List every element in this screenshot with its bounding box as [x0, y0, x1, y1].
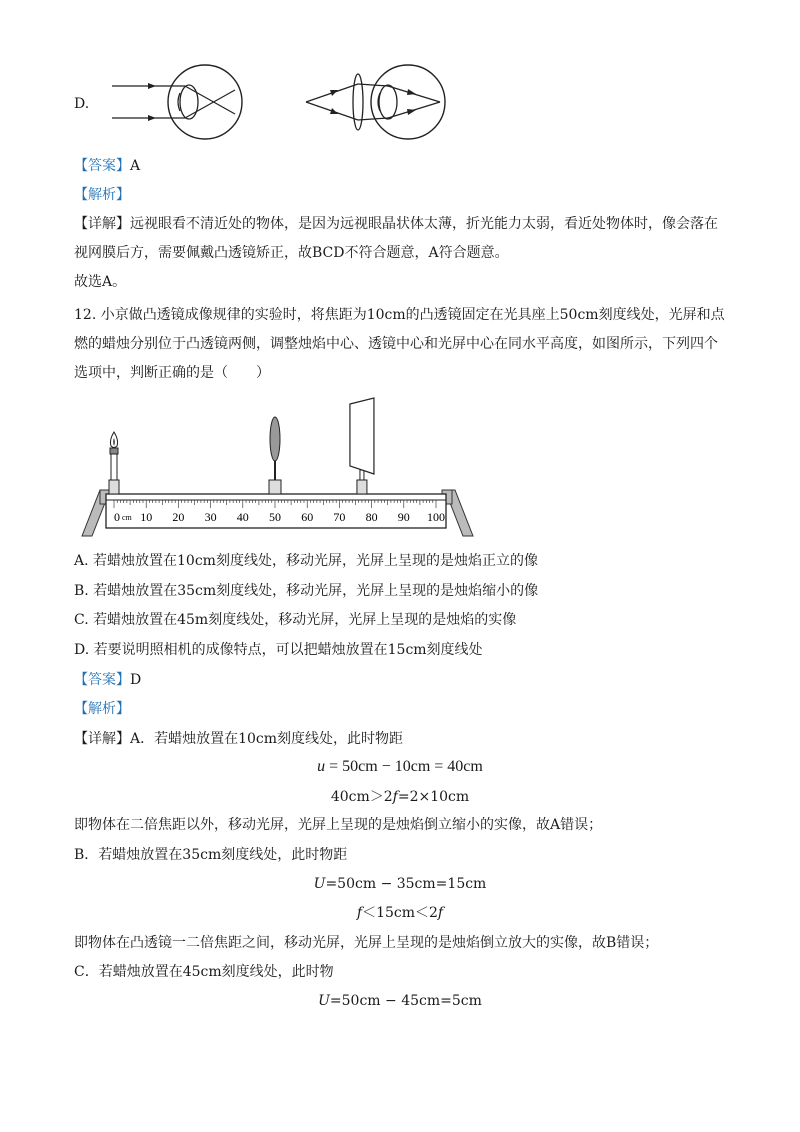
ruler-label: 60	[301, 510, 314, 524]
equation-5	[0, 991, 800, 1011]
detail-2-c-intro: C．若蜡烛放置在45cm刻度线处，此时物	[74, 964, 334, 980]
answer-2-tag: 【答案】	[74, 672, 130, 688]
ruler-label: 0	[114, 510, 120, 524]
ruler-label: 50	[269, 510, 281, 524]
option-d: D. 若要说明照相机的成像特点，可以把蜡烛放置在15cm刻度线处	[74, 642, 483, 658]
ruler-label: 70	[333, 510, 346, 524]
question-12-line1: 12. 小京做凸透镜成像规律的实验时，将焦距为10cm的凸透镜固定在光具座上50cm刻度线处，光屏和点	[74, 307, 725, 323]
answer-1-value: A	[130, 158, 141, 174]
answer-2	[74, 670, 141, 690]
answer-1	[74, 156, 140, 176]
answer-1-tag: 【答案】	[74, 158, 130, 174]
eq3-rest: =50cm − 35cm=15cm	[325, 876, 487, 892]
detail-1-conclusion: 故选A。	[74, 274, 127, 290]
detail-2-b-conclusion: 即物体在凸透镜一二倍焦距之间，移动光屏，光屏上呈现的是烛焰倒立放大的实像，故B错误；	[74, 935, 659, 951]
analysis-2	[74, 699, 130, 719]
equation-3	[0, 874, 800, 894]
analysis-2-tag: 【解析】	[74, 701, 130, 717]
detail-1-text1: 远视眼看不清近处的物体，是因为远视眼晶状体太薄，折光能力太弱，看近处物体时，像会落在	[130, 216, 718, 232]
ruler-label: 10	[140, 510, 153, 524]
eq2-pre: 40cm＞2	[330, 789, 393, 805]
option-c: C. 若蜡烛放置在45m刻度线处，移动光屏，光屏上呈现的是烛焰的实像	[74, 612, 517, 628]
ruler-label: 80	[365, 510, 378, 524]
ruler-unit: cm	[122, 513, 132, 522]
detail-2-a-intro	[74, 729, 403, 749]
equation-4	[0, 903, 800, 923]
detail-1-line1	[74, 214, 718, 234]
question-12-line2: 燃的蜡烛分别位于凸透镜两侧，调整烛焰中心、透镜中心和光屏中心在同水平高度，如图所示，下列四个	[74, 336, 718, 352]
eq4-var1: f	[356, 905, 363, 921]
eq2-post: =2×10cm	[397, 789, 470, 805]
ruler-label: 100	[427, 510, 445, 524]
eq2-var: f	[392, 789, 398, 805]
optical-bench-figure	[80, 392, 480, 542]
detail-1-tag: 【详解】	[74, 216, 130, 232]
detail-2-b-intro: B．若蜡烛放置在35cm刻度线处，此时物距	[74, 847, 348, 863]
answer-2-value: D	[130, 672, 142, 688]
eq1-rest: = 50cm − 10cm = 40cm	[325, 758, 483, 775]
option-a: A. 若蜡烛放置在10cm刻度线处，移动光屏，光屏上呈现的是烛焰正立的像	[74, 553, 538, 569]
option-d-label: D.	[74, 96, 90, 112]
analysis-1	[74, 185, 130, 205]
eq3-var: U	[313, 876, 326, 892]
ruler-label: 90	[397, 510, 410, 524]
ruler-label: 30	[204, 510, 217, 524]
ruler-label: 40	[236, 510, 249, 524]
equation-2	[0, 787, 800, 807]
detail-2-tag: 【详解】	[74, 731, 130, 747]
detail-2-a-text: A．若蜡烛放置在10cm刻度线处，此时物距	[130, 731, 404, 747]
candle	[109, 432, 119, 494]
eq5-rest: =50cm − 45cm=5cm	[329, 993, 482, 1009]
detail-2-a-conclusion: 即物体在二倍焦距以外，移动光屏，光屏上呈现的是烛焰倒立缩小的实像，故A错误；	[74, 817, 603, 833]
eq5-var: U	[318, 993, 330, 1009]
question-12-line3: 选项中，判断正确的是（ ）	[74, 365, 270, 381]
equation-1	[0, 757, 800, 777]
detail-1-line2: 视网膜后方，需要佩戴凸透镜矫正，故BCD不符合题意，A符合题意。	[74, 245, 509, 261]
eye-diagram-corrected	[300, 62, 460, 142]
convex-lens	[269, 417, 281, 494]
analysis-1-tag: 【解析】	[74, 187, 130, 203]
option-b: B. 若蜡烛放置在35cm刻度线处，移动光屏，光屏上呈现的是烛焰缩小的像	[74, 583, 539, 599]
eq4-mid: ＜15cm＜2	[362, 905, 438, 921]
eq1-var: u	[317, 758, 326, 775]
eye-diagram-farsighted	[110, 62, 250, 142]
ruler-label: 20	[172, 510, 185, 524]
light-screen	[350, 398, 374, 494]
eq4-var2: f	[437, 905, 444, 921]
